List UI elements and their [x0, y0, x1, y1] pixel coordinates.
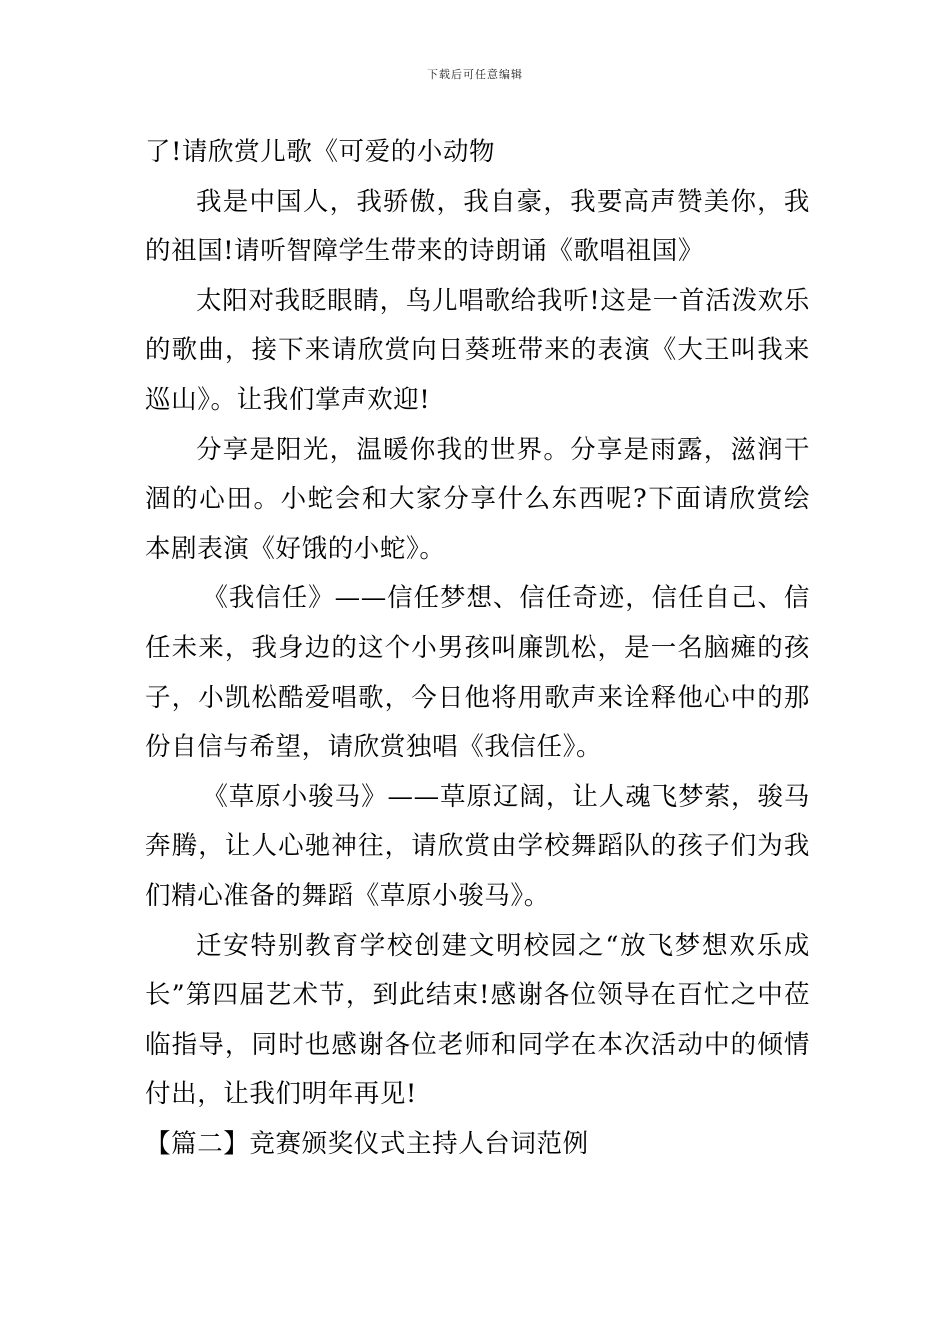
paragraph-song-performance: 太阳对我眨眼睛，鸟儿唱歌给我听!这是一首活泼欢乐的歌曲，接下来请欣赏向日葵班带来的表演《大王叫我来巡山》。让我们掌声欢迎!: [145, 285, 810, 415]
document-body: [145, 128, 810, 1169]
paragraph-dance: 《草原小骏马》——草原辽阔，让人魂飞梦萦，骏马奔腾，让人心驰神往，请欣赏由学校舞蹈队的孩子们为我们精心准备的舞蹈《草原小骏马》。: [145, 781, 810, 911]
page-header-note: 下载后可任意编辑: [427, 68, 523, 81]
section-heading: 【篇二】竞赛颁奖仪式主持人台词范例: [145, 1128, 589, 1159]
paragraph-solo-song: 《我信任》——信任梦想、信任奇迹，信任自己、信任未来，我身边的这个小男孩叫廉凯松，是一名脑瘫的孩子，小凯松酷爱唱歌，今日他将用歌声来诠释他心中的那份自信与希望，请欣赏独唱《我信任》。: [145, 583, 810, 763]
paragraph-picture-book-play: 分享是阳光，温暖你我的世界。分享是雨露，滋润干涸的心田。小蛇会和大家分享什么东西呢?下面请欣赏绘本剧表演《好饿的小蛇》。: [145, 434, 810, 564]
paragraph-closing: 迁安特别教育学校创建文明校园之“放飞梦想欢乐成长”第四届艺术节，到此结束!感谢各位领导在百忙之中莅临指导，同时也感谢各位老师和同学在本次活动中的倾情付出，让我们明年再见!: [145, 930, 810, 1110]
paragraph-continuation: 了!请欣赏儿歌《可爱的小动物: [145, 137, 496, 167]
paragraph-poem-recital: 我是中国人，我骄傲，我自豪，我要高声赞美你，我的祖国!请听智障学生带来的诗朗诵《歌唱祖国》: [145, 186, 810, 267]
